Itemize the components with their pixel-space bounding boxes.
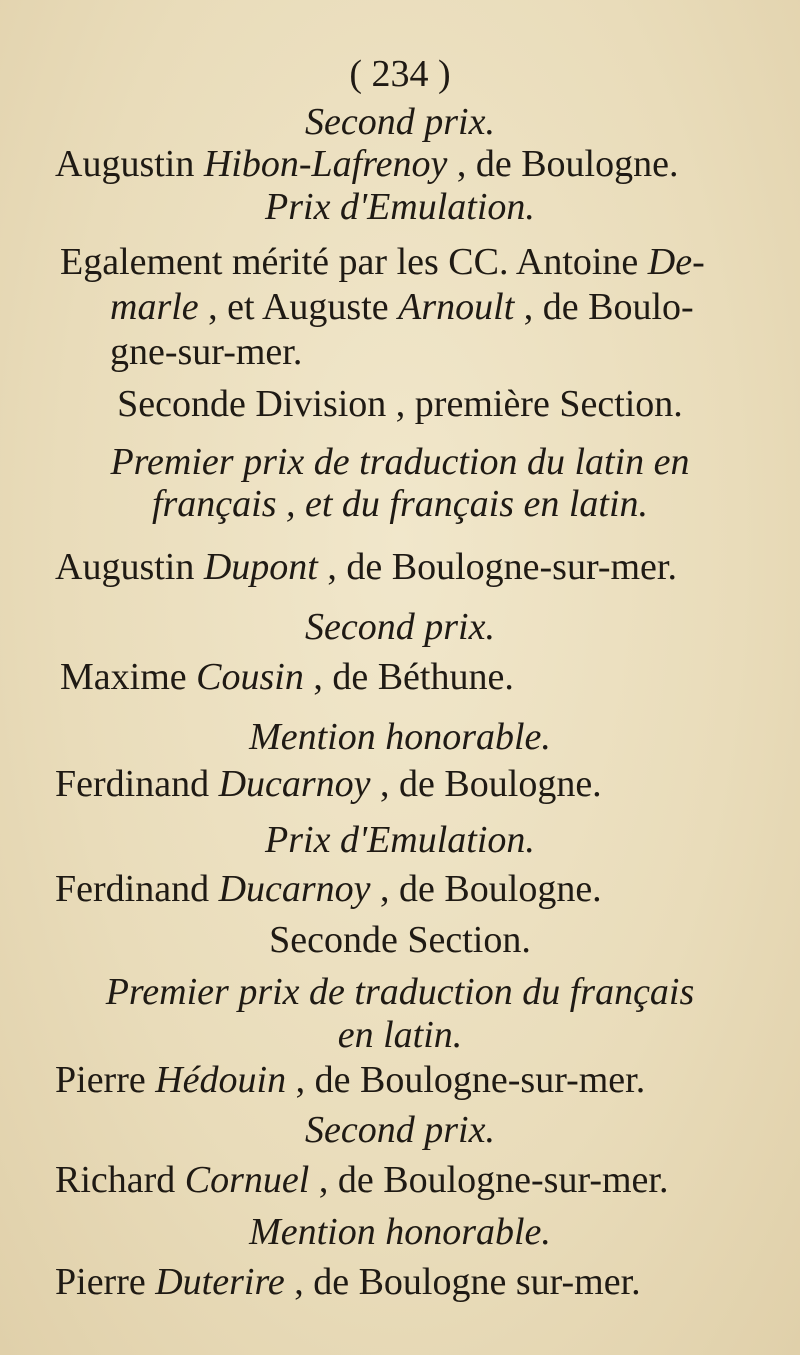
entry-first-name: Richard <box>55 1159 185 1201</box>
text-segment: Egalement mérité par les CC. Antoine <box>60 241 648 283</box>
text-segment: , et Auguste <box>198 286 399 328</box>
entry-surname: Cousin <box>196 656 304 698</box>
paragraph-line <box>0 240 800 284</box>
entry-origin: , de Boulogne-sur-mer. <box>286 1059 646 1101</box>
heading-text: Second prix. <box>305 1109 495 1151</box>
entry-surname: Dupont <box>203 546 318 588</box>
heading-text: français , et du français en latin. <box>151 483 649 525</box>
entry-first-name: Augustin <box>55 546 204 588</box>
prize-heading <box>0 1013 800 1057</box>
heading-text: Seconde Division , première Section. <box>117 383 683 425</box>
award-entry <box>0 1058 800 1102</box>
prize-heading <box>0 970 800 1014</box>
award-entry <box>0 655 800 699</box>
page-number: ( 234 ) <box>349 53 451 95</box>
prize-heading <box>0 100 800 144</box>
paragraph-line <box>0 285 800 329</box>
prize-heading <box>0 1210 800 1254</box>
entry-first-name: Pierre <box>55 1261 156 1303</box>
paragraph-line <box>0 330 800 374</box>
award-entry <box>0 545 800 589</box>
award-entry <box>0 867 800 911</box>
heading-text: Seconde Section. <box>269 919 531 961</box>
text-segment: gne-sur-mer. <box>110 331 303 373</box>
prize-heading <box>0 605 800 649</box>
prize-heading <box>0 818 800 862</box>
heading-text: Second prix. <box>305 101 495 143</box>
text-segment: marle <box>110 286 199 328</box>
heading-text: Premier prix de traduction du latin en <box>110 441 690 483</box>
entry-origin: , de Boulogne. <box>370 868 602 910</box>
heading-text: Mention honorable. <box>249 1211 551 1253</box>
heading-text: Prix d'Emulation. <box>265 186 535 228</box>
entry-origin: , de Boulogne sur-mer. <box>284 1261 641 1303</box>
prize-heading <box>0 715 800 759</box>
award-entry <box>0 142 800 186</box>
heading-text: Premier prix de traduction du français <box>105 971 695 1013</box>
prize-heading <box>0 440 800 484</box>
award-entry <box>0 762 800 806</box>
award-entry <box>0 1260 800 1304</box>
entry-first-name: Pierre <box>55 1059 156 1101</box>
entry-origin: , de Boulogne. <box>447 143 679 185</box>
entry-surname: Cornuel <box>184 1159 310 1201</box>
entry-origin: , de Boulogne. <box>370 763 602 805</box>
entry-surname: Duterire <box>155 1261 285 1303</box>
entry-origin: , de Béthune. <box>303 656 514 698</box>
entry-surname: Hédouin <box>155 1059 287 1101</box>
award-entry <box>0 1158 800 1202</box>
section-heading <box>0 382 800 426</box>
entry-surname: Hibon-Lafrenoy <box>203 143 448 185</box>
prize-heading <box>0 1108 800 1152</box>
heading-text: Prix d'Emulation. <box>265 819 535 861</box>
entry-first-name: Augustin <box>55 143 204 185</box>
prize-heading <box>0 482 800 526</box>
heading-text: Second prix. <box>305 606 495 648</box>
heading-text: en latin. <box>337 1014 463 1056</box>
text-segment: Arnoult <box>398 286 515 328</box>
entry-first-name: Ferdinand <box>55 868 219 910</box>
text-segment: De- <box>647 241 705 283</box>
entry-surname: Ducarnoy <box>218 868 371 910</box>
prize-heading <box>0 185 800 229</box>
entry-origin: , de Boulogne-sur-mer. <box>317 546 677 588</box>
heading-text: Mention honorable. <box>249 716 551 758</box>
section-heading <box>0 918 800 962</box>
text-segment: , de Boulo- <box>514 286 694 328</box>
entry-first-name: Maxime <box>60 656 197 698</box>
entry-surname: Ducarnoy <box>218 763 371 805</box>
entry-first-name: Ferdinand <box>55 763 219 805</box>
entry-origin: , de Boulogne-sur-mer. <box>309 1159 669 1201</box>
